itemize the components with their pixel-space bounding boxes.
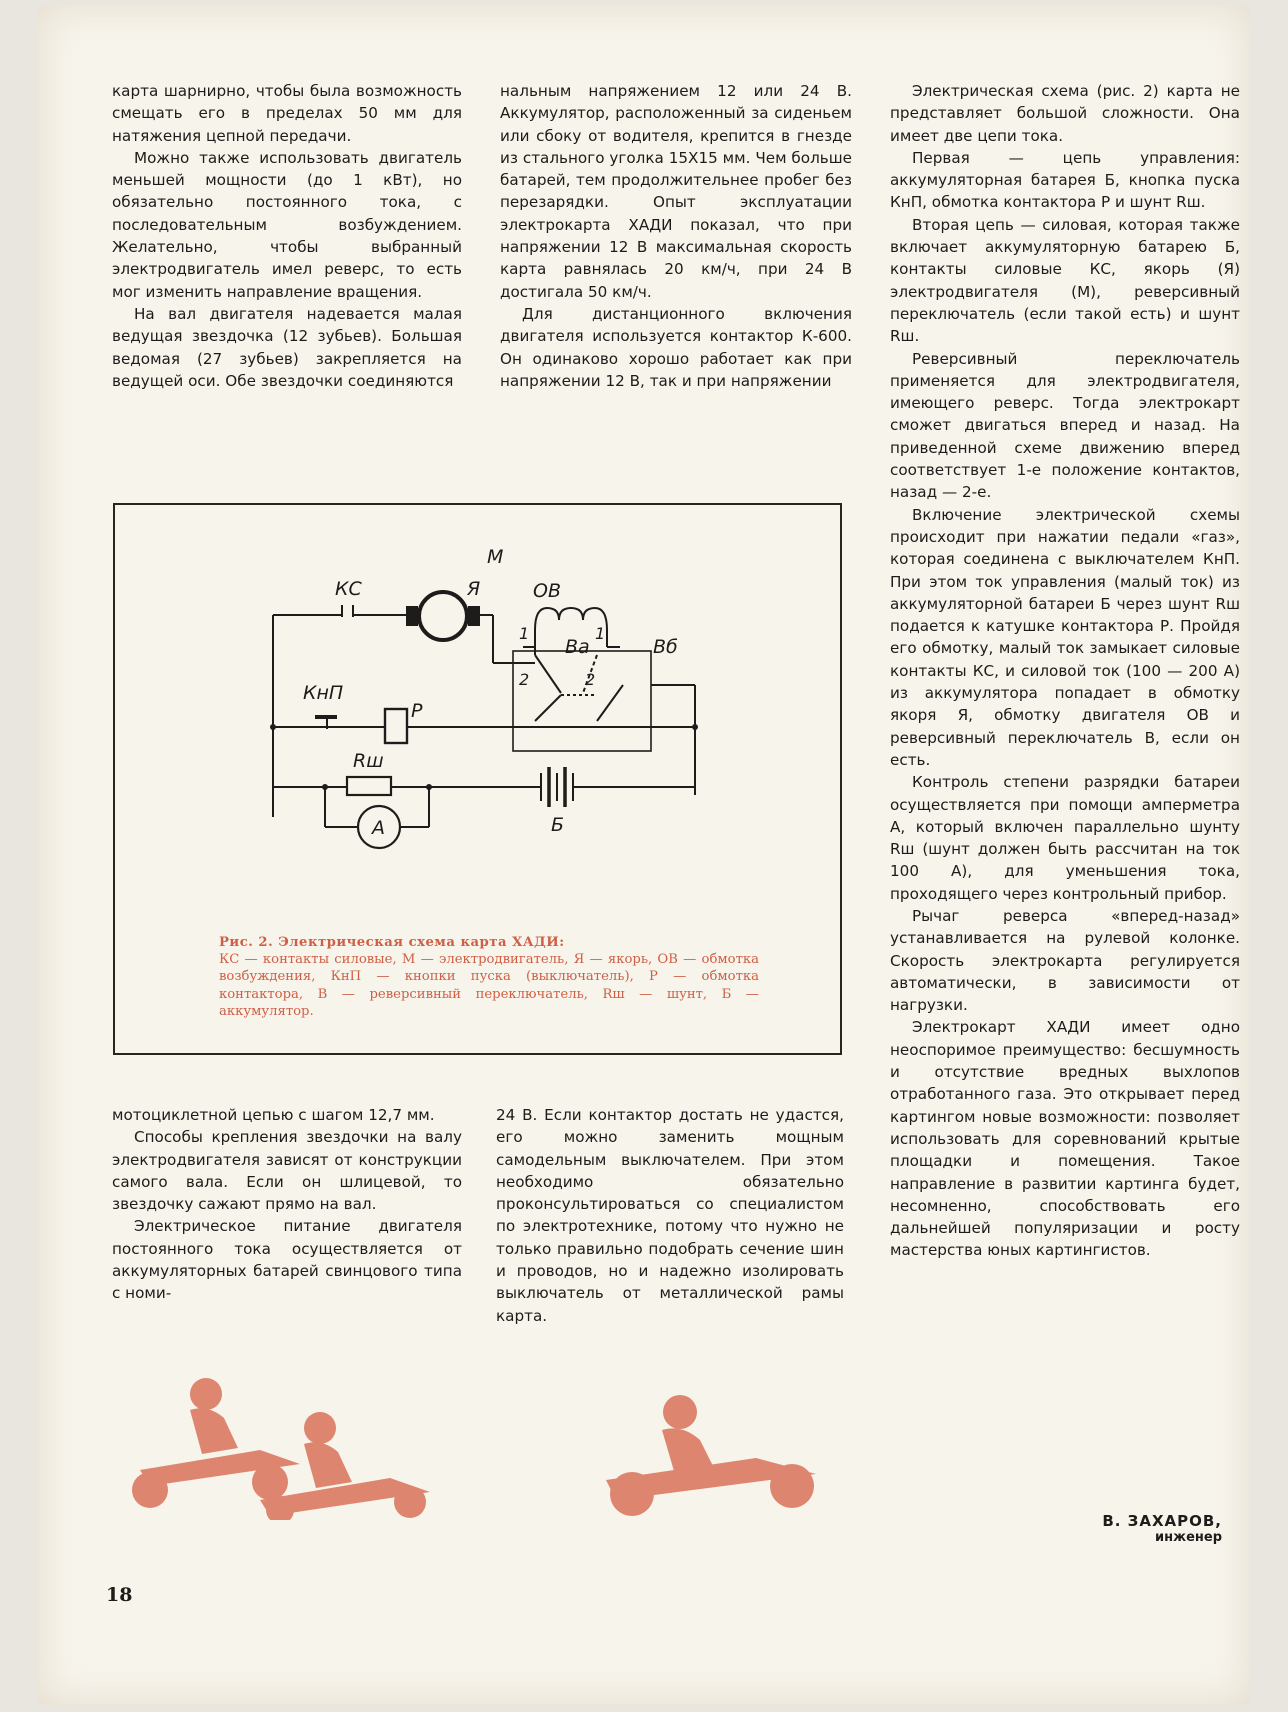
label-va: Ва: [565, 636, 590, 658]
circuit-figure: [113, 503, 842, 1055]
author-name: В. ЗАХАРОВ,: [1102, 1512, 1222, 1530]
paragraph: нальным напряжением 12 или 24 В. Аккумулятор, расположенный за сиденьем или сбоку от водителя, крепится в гнезде из стального уголка 15Х15 мм. Чем больше батарей, тем продолжительнее пробег без перезарядки. Опыт эксплуатации электрокарта ХАДИ показал, что при напряжении 12 В максимальная скорость карта равнялась 20 км/ч, при 24 В достигала 50 км/ч.: [500, 82, 852, 301]
paragraph: Способы крепления звездочки на валу электродвигателя зависят от конструкции самого вала. Если он шлицевой, то звездочку сажают прямо на вал.: [112, 1128, 462, 1214]
paragraph: Реверсивный переключатель применяется для электродвигателя, имеющего реверс. Тогда электрокарт сможет двигаться вперед и назад. На приведенной схеме движению вперед соответствует 1-е положение контактов, назад — 2-е.: [890, 349, 1240, 502]
label-rsh: Rш: [353, 750, 384, 772]
figure-caption: [219, 934, 759, 1020]
label-ks: КС: [335, 578, 362, 600]
label-2-right: 2: [585, 670, 596, 689]
column-2-bottom: [496, 1104, 844, 1327]
column-1-bottom: [112, 1104, 462, 1305]
paragraph: Контроль степени разрядки батареи осуществляется при помощи амперметра А, который включен параллельно шунту Rш (шунт должен быть рассчитан на ток 100 А), для уменьшения тока, проходящего через контрольный прибор.: [890, 773, 1240, 903]
label-1-left: 1: [519, 624, 530, 643]
label-ov: ОВ: [533, 580, 561, 602]
paragraph: Рычаг реверса «вперед-назад» устанавливается на рулевой колонке. Скорость электрокарта регулируется автоматически, в зависимости от нагрузки.: [890, 906, 1240, 1015]
kart-illustration-right: [596, 1390, 836, 1520]
author-role: инженер: [1155, 1530, 1222, 1545]
label-r: Р: [411, 700, 423, 722]
column-3: [890, 80, 1240, 1262]
paragraph: Электрическая схема (рис. 2) карта не представляет большой сложности. Она имеет две цепи тока.: [890, 82, 1240, 145]
caption-title: Рис. 2. Электрическая схема карта ХАДИ:: [219, 935, 565, 950]
author-signature: [1102, 1512, 1222, 1545]
label-a: А: [372, 817, 385, 839]
label-b: Б: [551, 814, 565, 836]
paragraph: Электрокарт ХАДИ имеет одно неоспоримое преимущество: бесшумность и отсутствие вредных выхлопов отработанного газа. Это открывает перед картингом новые возможности: позволяет использовать для соревнований крытые площадки и помещения. Такое направление в развитии картинга будет, несомненно, способствовать его дальнейшей популяризации и росту мастерства юных картингистов.: [890, 1018, 1240, 1260]
label-2-left: 2: [519, 670, 530, 689]
paragraph: Первая — цепь управления: аккумуляторная батарея Б, кнопка пуска КнП, обмотка контактора Р и шунт Rш.: [890, 148, 1240, 212]
paragraph: Электрическое питание двигателя постоянного тока осуществляется от аккумуляторных батарей свинцового типа с номи-: [112, 1217, 462, 1303]
label-knp: КнП: [303, 682, 344, 704]
label-m: М: [487, 546, 504, 568]
paragraph: карта шарнирно, чтобы была возможность смещать его в пределах 50 мм для натяжения цепной передачи.: [112, 82, 462, 145]
caption-body: КС — контакты силовые, М — электродвигатель, Я — якорь, ОВ — обмотка возбуждения, КнП — кнопки пуска (выключатель), Р — обмотка контактора, В — реверсивный переключатель, Rш — шунт, Б — аккумулятор.: [219, 952, 759, 1019]
paragraph: Для дистанционного включения двигателя используется контактор К-600. Он одинаково хорошо работает как при напряжении 12 В, так и при напряжении: [500, 304, 852, 390]
paragraph: Вторая цепь — силовая, которая также включает аккумуляторную батарею Б, контакты силовые КС, якорь (Я) электродвигателя (М), реверсивный переключатель (если такой есть) и шунт Rш.: [890, 215, 1240, 346]
page-number: 18: [106, 1584, 133, 1606]
paragraph: Можно также использовать двигатель меньшей мощности (до 1 кВт), но обязательно постоянного тока, с последовательным возбуждением. Желательно, чтобы выбранный электродвигатель имел реверс, то есть мог изменить направление вращения.: [112, 148, 462, 301]
column-1-top: [112, 80, 462, 392]
kart-illustration-left: [120, 1370, 450, 1520]
paragraph: Включение электрической схемы происходит при нажатии педали «газ», которая соединена с выключателем КнП. При этом ток управления (малый ток) из аккумуляторной батареи Б через шунт Rш подается к катушке контактора Р. Пройдя его обмотку, малый ток замыкает силовые контакты КС, и силовой ток (100 — 200 А) из аккумулятора попадает в обмотку якоря Я, обмотку двигателя ОВ и реверсивный переключатель В, если он есть.: [890, 505, 1240, 769]
label-vb: Вб: [653, 636, 678, 658]
label-1-right: 1: [595, 624, 606, 643]
paragraph: На вал двигателя надевается малая ведущая звездочка (12 зубьев). Большая ведомая (27 зубьев) закрепляется на ведущей оси. Обе звездочки соединяются: [112, 304, 462, 390]
column-2-top: [500, 80, 852, 392]
paragraph: 24 В. Если контактор достать не удастся, его можно заменить мощным самодельным выключателем. При этом необходимо обязательно проконсультироваться со специалистом по электротехнике, потому что нужно не только правильно подобрать сечение шин и проводов, но и надежно изолировать выключатель от металлической рамы карта.: [496, 1106, 844, 1325]
label-ya: Я: [467, 578, 481, 600]
paragraph: мотоциклетной цепью с шагом 12,7 мм.: [112, 1106, 435, 1124]
